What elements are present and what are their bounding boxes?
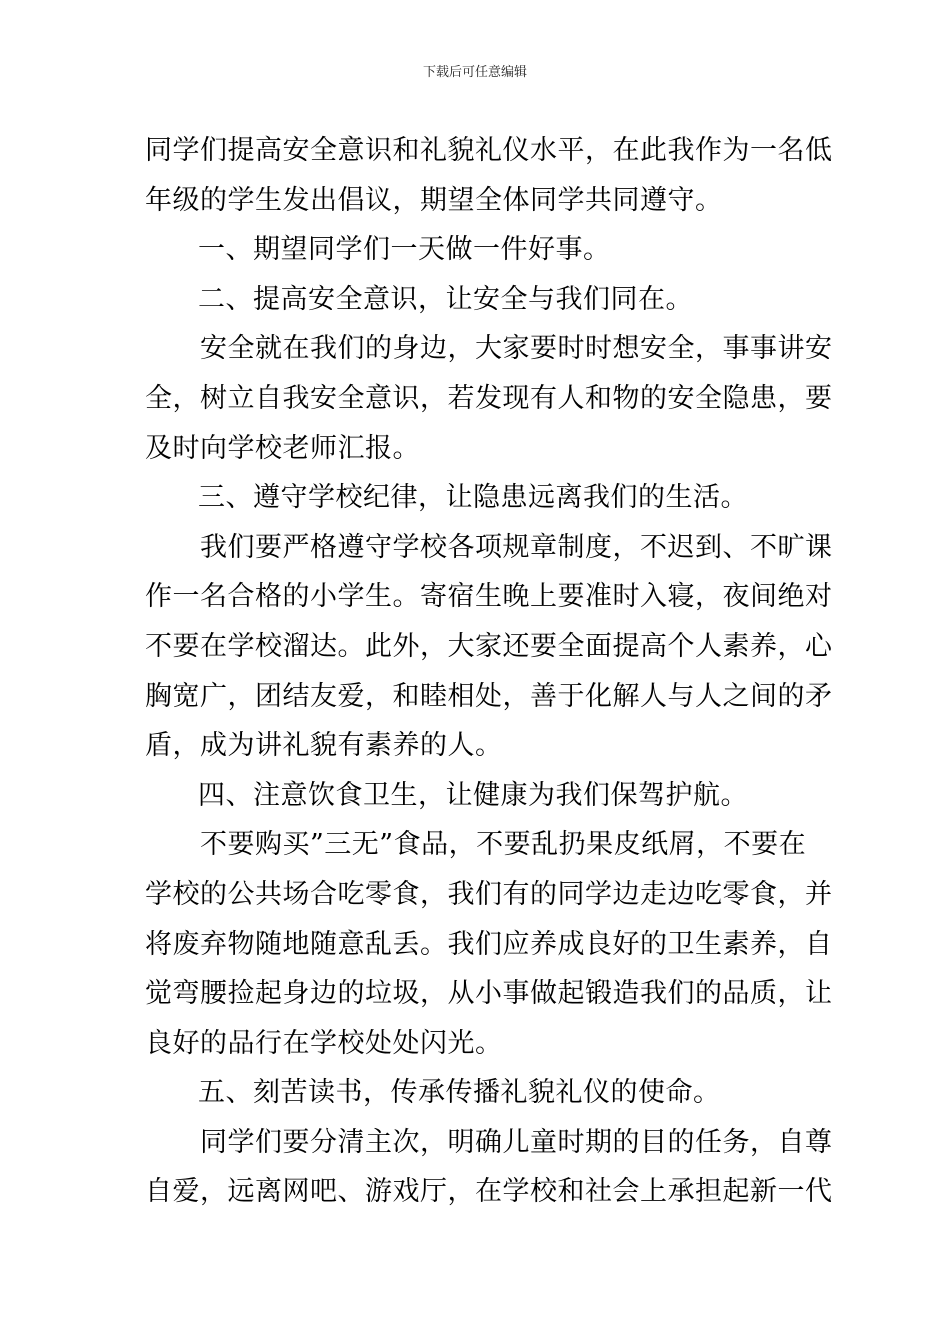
body-line: 同学们提高安全意识和礼貌礼仪水平，在此我作为一名低	[145, 135, 833, 166]
body-line: 自爱，远离网吧、游戏厅，在学校和社会上承担起新一代	[145, 1176, 833, 1208]
body-line: 学校的公共场合吃零食，我们有的同学边走边吃零食，并	[145, 878, 833, 910]
body-line: 盾，成为讲礼貌有素养的人。	[145, 730, 503, 762]
body-line: 不要在学校溜达。此外，大家还要全面提高个人素养，心	[145, 630, 833, 662]
section-heading: 四、注意饮食卫生，让健康为我们保驾护航。	[198, 779, 748, 811]
body-line: 不要购买”三无”食品，不要乱扔果皮纸屑，不要在	[200, 829, 807, 861]
section-heading: 三、遵守学校纪律，让隐患远离我们的生活。	[198, 482, 748, 514]
page-header: 下载后可任意编辑	[422, 65, 527, 80]
section-heading: 五、刻苦读书，传承传播礼貌礼仪的使命。	[198, 1077, 721, 1109]
body-line: 安全就在我们的身边，大家要时时想安全，事事讲安	[200, 333, 833, 365]
section-heading: 一、期望同学们一天做一件好事。	[198, 234, 611, 266]
body-line: 将废弃物随地随意乱丢。我们应养成良好的卫生素养，自	[145, 928, 833, 960]
body-line: 觉弯腰捡起身边的垃圾，从小事做起锻造我们的品质，让	[145, 978, 833, 1010]
body-line: 作一名合格的小学生。寄宿生晚上要准时入寝，夜间绝对	[145, 581, 833, 613]
body-line: 我们要严格遵守学校各项规章制度，不迟到、不旷课	[200, 531, 833, 563]
body-line: 良好的品行在学校处处闪光。	[145, 1027, 503, 1059]
document-body	[145, 126, 833, 1217]
body-line: 及时向学校老师汇报。	[145, 432, 420, 464]
section-heading: 二、提高安全意识，让安全与我们同在。	[198, 283, 693, 315]
body-line: 年级的学生发出倡议，期望全体同学共同遵守。	[145, 184, 723, 216]
body-line: 胸宽广，团结友爱，和睦相处，善于化解人与人之间的矛	[145, 680, 833, 712]
body-line: 同学们要分清主次，明确儿童时期的目的任务，自尊	[200, 1126, 833, 1158]
body-line: 全，树立自我安全意识，若发现有人和物的安全隐患，要	[145, 382, 833, 414]
